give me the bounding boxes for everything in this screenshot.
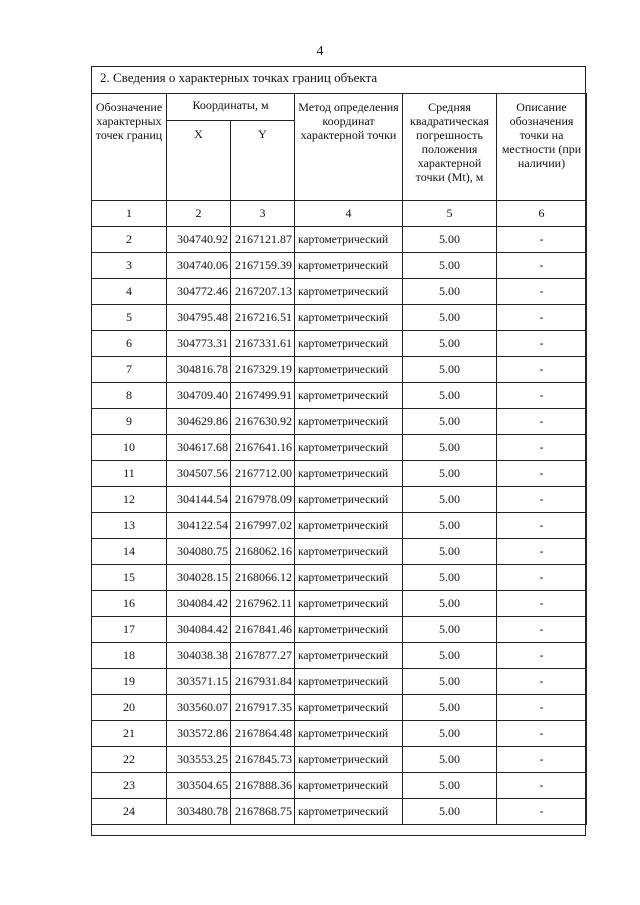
- accuracy-cell: 5.00: [403, 747, 497, 773]
- description-cell: -: [497, 513, 587, 539]
- accuracy-cell: 5.00: [403, 305, 497, 331]
- accuracy-cell: 5.00: [403, 487, 497, 513]
- table-row: [92, 409, 587, 435]
- column-number: 5: [403, 201, 497, 227]
- table-row: [92, 513, 587, 539]
- table-row: [92, 253, 587, 279]
- x-coordinate-cell: 303571.15: [167, 669, 231, 695]
- header-accuracy: Средняя квадратическая погрешность положения характерной точки (Mt), м: [403, 94, 497, 201]
- table-row: [92, 487, 587, 513]
- method-cell: картометрический: [295, 565, 403, 591]
- x-coordinate-cell: 303504.65: [167, 773, 231, 799]
- y-coordinate-cell: 2167864.48: [231, 721, 295, 747]
- x-coordinate-cell: 304507.56: [167, 461, 231, 487]
- y-coordinate-cell: 2167159.39: [231, 253, 295, 279]
- column-number: 4: [295, 201, 403, 227]
- header-coordinates: Координаты, м: [167, 94, 295, 121]
- table-row: [92, 539, 587, 565]
- table-row: [92, 669, 587, 695]
- description-cell: -: [497, 279, 587, 305]
- header-method: Метод определения координат характерной точки: [295, 94, 403, 201]
- table-row: [92, 695, 587, 721]
- accuracy-cell: 5.00: [403, 409, 497, 435]
- column-number: 2: [167, 201, 231, 227]
- point-number-cell: 2: [92, 227, 167, 253]
- x-coordinate-cell: 304084.42: [167, 591, 231, 617]
- accuracy-cell: 5.00: [403, 721, 497, 747]
- description-cell: -: [497, 253, 587, 279]
- point-number-cell: 10: [92, 435, 167, 461]
- description-cell: -: [497, 747, 587, 773]
- description-cell: -: [497, 617, 587, 643]
- point-number-cell: 15: [92, 565, 167, 591]
- accuracy-cell: 5.00: [403, 539, 497, 565]
- description-cell: -: [497, 799, 587, 825]
- point-number-cell: 6: [92, 331, 167, 357]
- description-cell: -: [497, 305, 587, 331]
- description-cell: -: [497, 357, 587, 383]
- method-cell: картометрический: [295, 617, 403, 643]
- x-coordinate-cell: 304028.15: [167, 565, 231, 591]
- boundary-points-table: [91, 93, 587, 825]
- method-cell: картометрический: [295, 643, 403, 669]
- y-coordinate-cell: 2168066.12: [231, 565, 295, 591]
- accuracy-cell: 5.00: [403, 669, 497, 695]
- x-coordinate-cell: 304816.78: [167, 357, 231, 383]
- accuracy-cell: 5.00: [403, 279, 497, 305]
- method-cell: картометрический: [295, 383, 403, 409]
- column-number: 3: [231, 201, 295, 227]
- x-coordinate-cell: 303572.86: [167, 721, 231, 747]
- description-cell: -: [497, 591, 587, 617]
- x-coordinate-cell: 304080.75: [167, 539, 231, 565]
- description-cell: -: [497, 227, 587, 253]
- table-row: [92, 773, 587, 799]
- x-coordinate-cell: 304629.86: [167, 409, 231, 435]
- method-cell: картометрический: [295, 539, 403, 565]
- method-cell: картометрический: [295, 669, 403, 695]
- method-cell: картометрический: [295, 227, 403, 253]
- method-cell: картометрический: [295, 773, 403, 799]
- method-cell: картометрический: [295, 487, 403, 513]
- accuracy-cell: 5.00: [403, 643, 497, 669]
- method-cell: картометрический: [295, 461, 403, 487]
- accuracy-cell: 5.00: [403, 331, 497, 357]
- accuracy-cell: 5.00: [403, 591, 497, 617]
- method-cell: картометрический: [295, 799, 403, 825]
- point-number-cell: 17: [92, 617, 167, 643]
- point-number-cell: 5: [92, 305, 167, 331]
- table-row: [92, 305, 587, 331]
- method-cell: картометрический: [295, 721, 403, 747]
- x-coordinate-cell: 304740.06: [167, 253, 231, 279]
- accuracy-cell: 5.00: [403, 435, 497, 461]
- y-coordinate-cell: 2167931.84: [231, 669, 295, 695]
- accuracy-cell: 5.00: [403, 513, 497, 539]
- point-number-cell: 14: [92, 539, 167, 565]
- table-row: [92, 461, 587, 487]
- description-cell: -: [497, 721, 587, 747]
- description-cell: -: [497, 773, 587, 799]
- point-number-cell: 7: [92, 357, 167, 383]
- accuracy-cell: 5.00: [403, 565, 497, 591]
- column-number: 1: [92, 201, 167, 227]
- header-y: Y: [231, 121, 295, 201]
- x-coordinate-cell: 304795.48: [167, 305, 231, 331]
- y-coordinate-cell: 2167888.36: [231, 773, 295, 799]
- accuracy-cell: 5.00: [403, 227, 497, 253]
- table-row: [92, 721, 587, 747]
- y-coordinate-cell: 2167207.13: [231, 279, 295, 305]
- point-number-cell: 12: [92, 487, 167, 513]
- column-numbers-row: [92, 201, 587, 227]
- method-cell: картометрический: [295, 747, 403, 773]
- y-coordinate-cell: 2167841.46: [231, 617, 295, 643]
- description-cell: -: [497, 409, 587, 435]
- x-coordinate-cell: 304772.46: [167, 279, 231, 305]
- y-coordinate-cell: 2167997.02: [231, 513, 295, 539]
- header-x: X: [167, 121, 231, 201]
- description-cell: -: [497, 383, 587, 409]
- accuracy-cell: 5.00: [403, 799, 497, 825]
- description-cell: -: [497, 461, 587, 487]
- point-number-cell: 22: [92, 747, 167, 773]
- x-coordinate-cell: 304773.31: [167, 331, 231, 357]
- method-cell: картометрический: [295, 253, 403, 279]
- y-coordinate-cell: 2167641.16: [231, 435, 295, 461]
- point-number-cell: 18: [92, 643, 167, 669]
- table-row: [92, 331, 587, 357]
- description-cell: -: [497, 565, 587, 591]
- y-coordinate-cell: 2167978.09: [231, 487, 295, 513]
- accuracy-cell: 5.00: [403, 253, 497, 279]
- table-row: [92, 747, 587, 773]
- table-row: [92, 799, 587, 825]
- method-cell: картометрический: [295, 357, 403, 383]
- table-row: [92, 279, 587, 305]
- x-coordinate-cell: 303560.07: [167, 695, 231, 721]
- y-coordinate-cell: 2167962.11: [231, 591, 295, 617]
- x-coordinate-cell: 304144.54: [167, 487, 231, 513]
- page-number: 4: [316, 44, 324, 59]
- accuracy-cell: 5.00: [403, 461, 497, 487]
- header-description: Описание обозначения точки на местности (при наличии): [497, 94, 587, 201]
- point-number-cell: 8: [92, 383, 167, 409]
- y-coordinate-cell: 2167331.61: [231, 331, 295, 357]
- accuracy-cell: 5.00: [403, 617, 497, 643]
- y-coordinate-cell: 2168062.16: [231, 539, 295, 565]
- y-coordinate-cell: 2167845.73: [231, 747, 295, 773]
- x-coordinate-cell: 304617.68: [167, 435, 231, 461]
- point-number-cell: 23: [92, 773, 167, 799]
- y-coordinate-cell: 2167917.35: [231, 695, 295, 721]
- point-number-cell: 9: [92, 409, 167, 435]
- point-number-cell: 4: [92, 279, 167, 305]
- y-coordinate-cell: 2167329.19: [231, 357, 295, 383]
- method-cell: картометрический: [295, 279, 403, 305]
- x-coordinate-cell: 303553.25: [167, 747, 231, 773]
- description-cell: -: [497, 539, 587, 565]
- x-coordinate-cell: 304084.42: [167, 617, 231, 643]
- header-point-designation: Обозначение характерных точек границ: [92, 94, 167, 201]
- accuracy-cell: 5.00: [403, 383, 497, 409]
- description-cell: -: [497, 643, 587, 669]
- point-number-cell: 21: [92, 721, 167, 747]
- point-number-cell: 11: [92, 461, 167, 487]
- point-number-cell: 16: [92, 591, 167, 617]
- table-row: [92, 383, 587, 409]
- table-row: [92, 357, 587, 383]
- description-cell: -: [497, 695, 587, 721]
- method-cell: картометрический: [295, 591, 403, 617]
- description-cell: -: [497, 669, 587, 695]
- table-row: [92, 617, 587, 643]
- table-row: [92, 435, 587, 461]
- y-coordinate-cell: 2167630.92: [231, 409, 295, 435]
- x-coordinate-cell: 304740.92: [167, 227, 231, 253]
- y-coordinate-cell: 2167121.87: [231, 227, 295, 253]
- table-row: [92, 643, 587, 669]
- point-number-cell: 19: [92, 669, 167, 695]
- x-coordinate-cell: 304122.54: [167, 513, 231, 539]
- method-cell: картометрический: [295, 305, 403, 331]
- section-title: 2. Сведения о характерных точках границ объекта: [100, 70, 378, 85]
- y-coordinate-cell: 2167216.51: [231, 305, 295, 331]
- accuracy-cell: 5.00: [403, 695, 497, 721]
- y-coordinate-cell: 2167712.00: [231, 461, 295, 487]
- x-coordinate-cell: 304038.38: [167, 643, 231, 669]
- accuracy-cell: 5.00: [403, 357, 497, 383]
- point-number-cell: 20: [92, 695, 167, 721]
- description-cell: -: [497, 435, 587, 461]
- accuracy-cell: 5.00: [403, 773, 497, 799]
- y-coordinate-cell: 2167868.75: [231, 799, 295, 825]
- y-coordinate-cell: 2167499.91: [231, 383, 295, 409]
- method-cell: картометрический: [295, 409, 403, 435]
- column-number: 6: [497, 201, 587, 227]
- method-cell: картометрический: [295, 435, 403, 461]
- point-number-cell: 13: [92, 513, 167, 539]
- method-cell: картометрический: [295, 513, 403, 539]
- description-cell: -: [497, 487, 587, 513]
- point-number-cell: 24: [92, 799, 167, 825]
- x-coordinate-cell: 303480.78: [167, 799, 231, 825]
- method-cell: картометрический: [295, 331, 403, 357]
- description-cell: -: [497, 331, 587, 357]
- table-row: [92, 227, 587, 253]
- method-cell: картометрический: [295, 695, 403, 721]
- x-coordinate-cell: 304709.40: [167, 383, 231, 409]
- table-row: [92, 591, 587, 617]
- y-coordinate-cell: 2167877.27: [231, 643, 295, 669]
- point-number-cell: 3: [92, 253, 167, 279]
- table-row: [92, 565, 587, 591]
